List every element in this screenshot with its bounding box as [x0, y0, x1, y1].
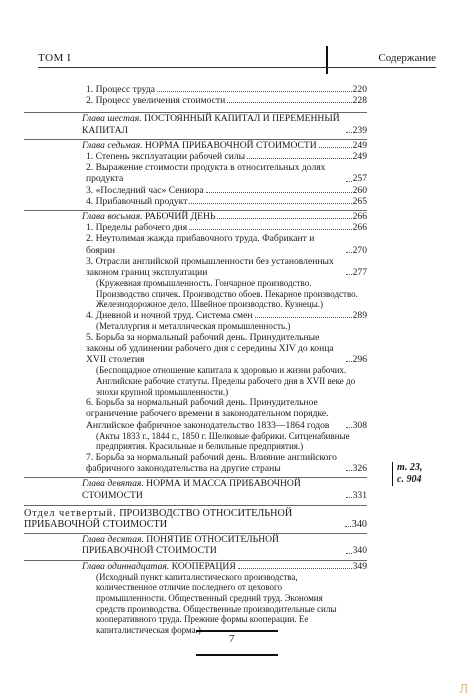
toc-page-number: 220 [352, 84, 367, 95]
toc-item [82, 84, 367, 95]
toc-entry-text: 3. Отрасли английской промышленности без установленных законом границ эксплуатации [86, 255, 334, 279]
toc-entry-title [24, 508, 343, 530]
dot-leader [346, 361, 352, 362]
dot-leader [346, 132, 352, 133]
toc-chapter [24, 112, 367, 135]
toc-entry-text: 1. Пределы рабочего дня [86, 222, 188, 234]
toc-item [82, 256, 367, 278]
toc-entry-prefix: Глава седьмая. [82, 139, 143, 151]
toc-entry-text: НОРМА И МАССА ПРИБАВОЧНОЙ СТОИМОСТИ [82, 478, 301, 501]
dot-leader [346, 252, 352, 253]
toc-item [82, 95, 367, 106]
dot-leader [189, 229, 352, 230]
toc-item [82, 452, 367, 474]
toc-page-number: 277 [352, 267, 367, 279]
toc-entry-title [82, 478, 344, 500]
toc-entry-title [86, 162, 344, 184]
toc-entry-text: 6. Борьба за нормальный рабочий день. Принудительное ограничение рабочего времени в законодательном порядке. Английское фабричное законодательство 1833—1864 годов [86, 397, 330, 431]
toc-page-number: 260 [352, 184, 367, 196]
toc-entry-title [86, 95, 225, 106]
footer-rule-bottom [196, 654, 278, 656]
toc-page-number: 266 [352, 222, 367, 234]
toc-entry-prefix: Глава девятая. [82, 478, 144, 490]
toc-page-number: 308 [352, 419, 367, 431]
dot-leader [346, 470, 352, 471]
dot-leader [255, 317, 352, 318]
toc-entry-text: НОРМА ПРИБАВОЧНОЙ СТОИМОСТИ [144, 139, 317, 151]
toc-entry-prefix: Глава восьмая. [82, 211, 143, 223]
toc-note: (Беспощадное отношение капитала к здоровью и жизни рабочих. Английские рабочие статуты. Пределы рабочего дня в XVII веке до эпохи крупной промышленности.) [96, 365, 356, 397]
margin-note-line1: т. 23, [397, 462, 423, 473]
toc-page-number: 270 [352, 244, 367, 256]
toc-entry-text: 3. «Последний час» Сениора [86, 184, 204, 196]
toc-page-number: 249 [352, 151, 367, 163]
volume-label: ТОМ I [38, 52, 72, 64]
toc-page-number: 249 [352, 139, 367, 151]
toc-entry-text: 2. Неутолимая жажда прибавочного труда. Фабрикант и боярин [86, 233, 315, 256]
toc-entry-title [86, 196, 187, 207]
dot-leader [346, 497, 352, 498]
toc-page-number: 340 [352, 545, 367, 557]
footer-rule-top [196, 630, 278, 632]
toc-item [82, 196, 367, 207]
toc-chapter [24, 210, 367, 222]
dot-leader [319, 147, 352, 148]
toc-entry-text: РАБОЧИЙ ДЕНЬ [144, 211, 216, 223]
toc-note: (Акты 1833 г., 1844 г., 1850 г. Шелковые фабрики. Ситценабивные предприятия. Красильные и белильные предприятия.) [96, 430, 350, 452]
toc-part [24, 505, 367, 530]
toc-entry-text: 2. Выражение стоимости продукта в относительных долях продукта [86, 162, 326, 185]
toc-entry-title [86, 84, 155, 95]
toc-entry-text: ПРОИЗВОДСТВО ОТНОСИТЕЛЬНОЙ ПРИБАВОЧНОЙ СТОИМОСТИ [24, 507, 293, 531]
dot-leader [247, 158, 351, 159]
toc-page-number: 289 [352, 310, 367, 322]
toc-entry-title [82, 113, 344, 135]
toc-chapter [24, 477, 367, 500]
toc-entry-text: ПОСТОЯННЫЙ КАПИТАЛ И ПЕРЕМЕННЫЙ КАПИТАЛ [82, 113, 340, 136]
toc-entry-text: 7. Борьба за нормальный рабочий день. Влияние английского фабричного законодательства на другие страны [86, 452, 337, 475]
header-rule [38, 67, 436, 68]
toc-page-number: 257 [352, 173, 367, 185]
toc-page-number: 266 [352, 211, 367, 223]
toc-chapter [24, 560, 367, 572]
toc-entry-title [86, 310, 253, 321]
toc-entry-title [82, 561, 236, 572]
toc-note: (Исходный пункт капиталистического производства, количественное отличие последнего от цехового промышленности. Общественный средний труд. Экономия средств производства. Общественные производительные силы кооперативного труда. Прежние формы кооперации. Ее капиталистическая форма.) [96, 571, 337, 635]
dot-leader [189, 203, 351, 204]
page-number: 7 [229, 633, 235, 645]
toc-entry-text: ПОНЯТИЕ ОТНОСИТЕЛЬНОЙ ПРИБАВОЧНОЙ СТОИМОСТИ [82, 534, 279, 557]
toc-entry-prefix: Глава одиннадцатая. [82, 560, 170, 572]
dot-leader [346, 427, 352, 428]
running-header [38, 52, 436, 68]
toc-page-number: 349 [352, 560, 367, 572]
toc-entry-title [86, 452, 344, 474]
dot-leader [227, 102, 351, 103]
toc-entry-text: 1. Процесс труда [86, 84, 155, 95]
toc-chapter [24, 139, 367, 151]
dot-leader [206, 192, 352, 193]
toc-entry-title [86, 151, 245, 162]
section-label: Содержание [378, 52, 436, 64]
toc-page-number: 340 [351, 519, 367, 531]
toc-entry-text: 5. Борьба за нормальный рабочий день. Принудительные законы об удлинении рабочего дня с середины XIV до конца XVII столетия [86, 331, 334, 366]
margin-note-line2: с. 904 [397, 474, 422, 485]
toc-item [82, 332, 367, 366]
toc-entry-title [82, 534, 344, 556]
toc-entry-title [86, 233, 344, 255]
toc-item [82, 233, 367, 255]
toc-note: (Металлургия и металлическая промышленность.) [96, 321, 291, 332]
dot-leader [345, 526, 351, 527]
toc-entry-title [86, 256, 344, 278]
toc-entry-title [86, 185, 204, 196]
toc-entry-title [82, 140, 317, 151]
toc-item [82, 222, 367, 233]
toc-page-number: 326 [352, 463, 367, 475]
toc-entry-title [86, 397, 344, 431]
dot-leader [157, 91, 352, 92]
dot-leader [346, 181, 352, 182]
toc-note: (Кружевная промышленность. Гончарное производство. Производство спичек. Производство обоев. Пекарное производство. Железнодорожное дело. Швейное производство. Кузнецы.) [96, 278, 358, 310]
table-of-contents [24, 84, 367, 635]
toc-item [82, 162, 367, 184]
toc-item [82, 397, 367, 431]
toc-entry-prefix: Глава десятая. [82, 534, 144, 546]
toc-item [82, 185, 367, 196]
toc-page-number: 265 [352, 195, 367, 207]
toc-entry-text: 2. Процесс увеличения стоимости [86, 95, 226, 107]
toc-entry-title [86, 332, 344, 366]
toc-entry-text: 4. Прибавочный продукт [86, 195, 188, 207]
toc-chapter [24, 533, 367, 556]
toc-page-number: 296 [352, 354, 367, 366]
toc-page-number: 331 [352, 489, 367, 501]
dot-leader [238, 568, 352, 569]
toc-item [82, 151, 367, 162]
toc-entry-text: 1. Степень эксплуатации рабочей силы [86, 151, 246, 163]
dot-leader [346, 274, 352, 275]
toc-page-number: 239 [352, 124, 367, 136]
dot-leader [346, 553, 352, 554]
toc-entry-text: КООПЕРАЦИЯ [171, 560, 236, 572]
toc-entry-prefix: Глава шестая. [82, 113, 142, 125]
dot-leader [217, 218, 351, 219]
margin-note [392, 462, 449, 486]
toc-entry-text: 4. Дневной и ночной труд. Система смен [86, 310, 253, 322]
toc-page-number: 228 [352, 95, 367, 107]
watermark-logo: Л [458, 682, 468, 696]
toc-entry-title [82, 211, 215, 222]
toc-entry-prefix: Отдел четвертый. [24, 507, 117, 519]
toc-entry-title [86, 222, 187, 233]
toc-item [82, 310, 367, 321]
header-divider [326, 46, 328, 74]
